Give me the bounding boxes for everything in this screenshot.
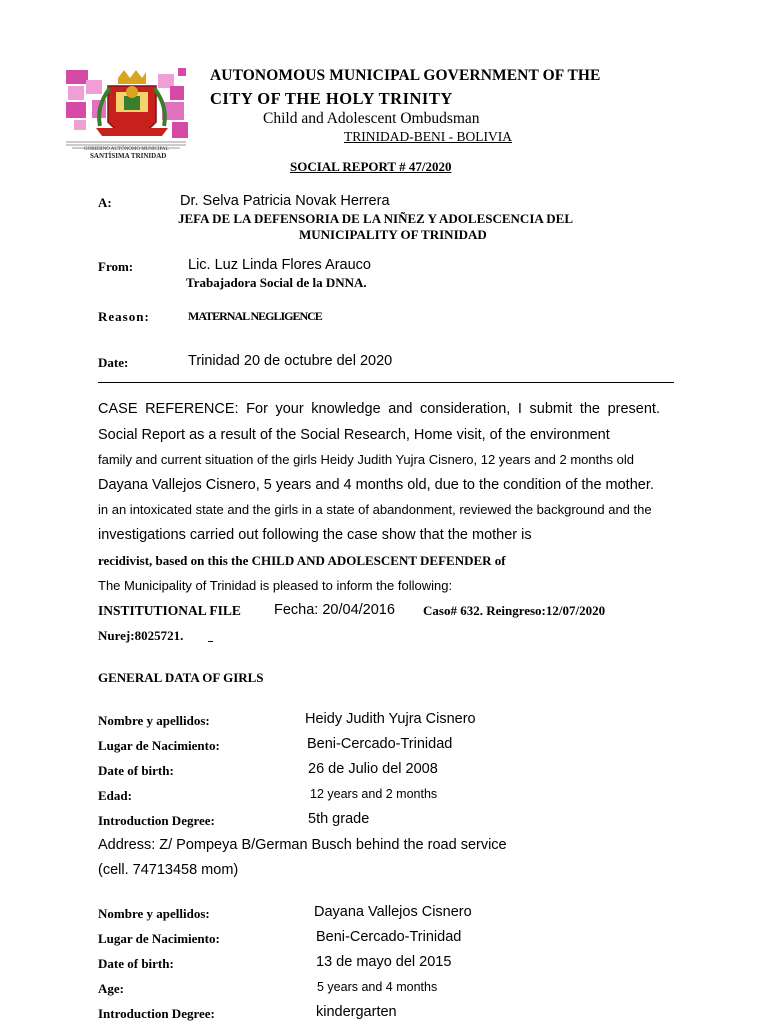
body-line-1: CASE REFERENCE: For your knowledge and consideration, I submit the present. xyxy=(98,401,660,417)
to-name: Dr. Selva Patricia Novak Herrera xyxy=(180,193,390,209)
institutional-file-date: Fecha: 20/04/2016 xyxy=(274,602,395,618)
body-line-3: family and current situation of the girls Heidy Judith Yujra Cisnero, 12 years and 2 months old xyxy=(98,452,634,467)
girl2-name-value: Dayana Vallejos Cisnero xyxy=(314,904,472,920)
separator-line xyxy=(98,382,674,383)
date-label: Date: xyxy=(98,355,129,370)
logo-caption-bottom: SANTÍSIMA TRINIDAD xyxy=(90,152,167,160)
girl2-birthplace-label: Lugar de Nacimiento: xyxy=(98,931,220,946)
section-title-general-data: GENERAL DATA OF GIRLS xyxy=(98,670,264,685)
girl1-dob-value: 26 de Julio del 2008 xyxy=(308,761,438,777)
girl2-dob-label: Date of birth: xyxy=(98,956,174,971)
header-city-line: CITY OF THE HOLY TRINITY xyxy=(210,89,453,108)
municipal-coat-of-arms-logo xyxy=(66,66,192,166)
girl2-age-label: Age: xyxy=(98,981,124,996)
institutional-file-case: Caso# 632. Reingreso:12/07/2020 xyxy=(423,603,606,618)
girl2-degree-value: kindergarten xyxy=(316,1004,397,1020)
girl1-age-label: Edad: xyxy=(98,788,132,803)
to-title-line1: JEFA DE LA DEFENSORIA DE LA NIÑEZ Y ADOLESCENCIA DEL xyxy=(178,211,574,226)
girl1-address: Address: Z/ Pompeya B/German Busch behind the road service xyxy=(98,837,507,853)
header-government-line: AUTONOMOUS MUNICIPAL GOVERNMENT OF THE xyxy=(210,67,601,84)
girl2-birthplace-value: Beni-Cercado-Trinidad xyxy=(316,929,462,945)
header-ombudsman-line: Child and Adolescent Ombudsman xyxy=(263,110,480,127)
body-line-5: in an intoxicated state and the girls in a state of abandonment, reviewed the background and the xyxy=(98,502,652,517)
girl1-phone: (cell. 74713458 mom) xyxy=(98,862,239,878)
body-line-7: recidivist, based on this the CHILD AND ADOLESCENT DEFENDER of xyxy=(98,553,506,568)
girl1-birthplace-label: Lugar de Nacimiento: xyxy=(98,738,220,753)
to-title-line2: MUNICIPALITY OF TRINIDAD xyxy=(299,227,487,242)
girl2-dob-value: 13 de mayo del 2015 xyxy=(316,954,452,970)
body-line-8: The Municipality of Trinidad is pleased to inform the following: xyxy=(98,578,453,593)
girl2-age-value: 5 years and 4 months xyxy=(317,980,438,994)
nurej-number: Nurej:8025721. xyxy=(98,628,184,643)
girl1-degree-label: Introduction Degree: xyxy=(98,813,215,828)
body-line-6: investigations carried out following the case show that the mother is xyxy=(98,527,532,543)
underscore-mark xyxy=(208,641,213,642)
logo-caption-top: GOBIERNO AUTÓNOMO MUNICIPAL xyxy=(84,147,169,152)
girl1-dob-label: Date of birth: xyxy=(98,763,174,778)
body-line-2: Social Report as a result of the Social Research, Home visit, of the environment xyxy=(98,427,610,443)
girl1-age-value: 12 years and 2 months xyxy=(310,787,438,801)
to-label: A: xyxy=(98,195,112,210)
girl1-name-label: Nombre y apellidos: xyxy=(98,713,210,728)
girl1-birthplace-value: Beni-Cercado-Trinidad xyxy=(307,736,453,752)
institutional-file-label: INSTITUTIONAL FILE xyxy=(98,603,241,618)
date-value: Trinidad 20 de octubre del 2020 xyxy=(188,353,393,369)
girl2-degree-label: Introduction Degree: xyxy=(98,1006,215,1021)
report-title: SOCIAL REPORT # 47/2020 xyxy=(290,159,452,174)
girl1-degree-value: 5th grade xyxy=(308,811,370,827)
from-name: Lic. Luz Linda Flores Arauco xyxy=(188,257,371,273)
reason-label: Reason: xyxy=(98,309,150,324)
from-title: Trabajadora Social de la DNNA. xyxy=(186,275,367,290)
body-line-4: Dayana Vallejos Cisnero, 5 years and 4 months old, due to the condition of the mother. xyxy=(98,477,654,493)
girl2-name-label: Nombre y apellidos: xyxy=(98,906,210,921)
girl1-name-value: Heidy Judith Yujra Cisnero xyxy=(305,711,476,727)
from-label: From: xyxy=(98,259,134,274)
reason-value: MATERNAL NEGLIGENCE xyxy=(188,309,322,323)
header-location-line: TRINIDAD-BENI - BOLIVIA xyxy=(344,129,512,144)
